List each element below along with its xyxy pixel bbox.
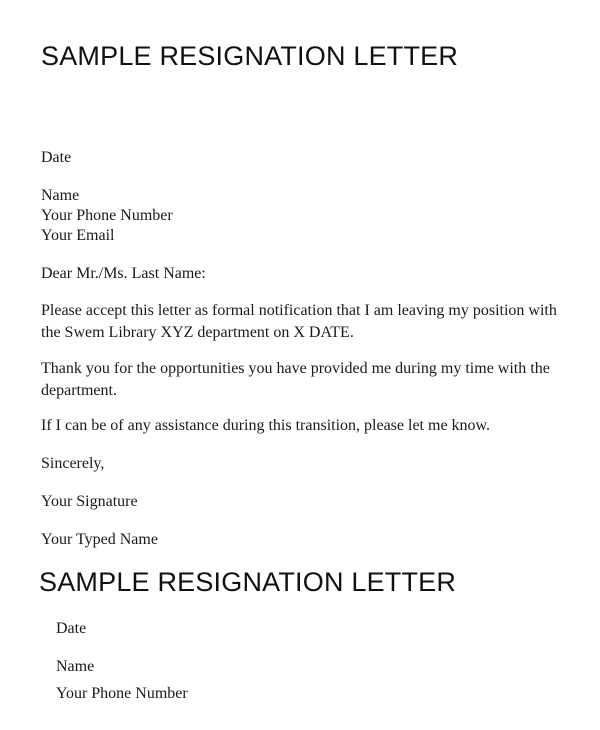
typed-name-line: Your Typed Name <box>41 531 158 548</box>
name-line-second: Name <box>56 658 95 675</box>
body-paragraph-assistance: If I can be of any assistance during this transition, please let me know. <box>41 417 491 434</box>
name-line: Name <box>41 187 80 204</box>
salutation: Dear Mr./Ms. Last Name: <box>41 265 206 282</box>
signature-line: Your Signature <box>41 493 138 510</box>
email-line: Your Email <box>41 227 115 244</box>
body-paragraph-thanks: Thank you for the opportunities you have provided me during my time with the department. <box>41 360 550 399</box>
letter-title: SAMPLE RESIGNATION LETTER <box>41 41 459 71</box>
date-line-second: Date <box>56 620 87 637</box>
phone-line-second: Your Phone Number <box>56 685 188 702</box>
phone-line: Your Phone Number <box>41 207 173 224</box>
closing: Sincerely, <box>41 455 105 472</box>
date-line: Date <box>41 149 72 166</box>
body-paragraph-notification: Please accept this letter as formal notification that I am leaving my position with the Swem Library XYZ department on X DATE. <box>41 302 557 341</box>
letter-title-second: SAMPLE RESIGNATION LETTER <box>39 567 457 597</box>
